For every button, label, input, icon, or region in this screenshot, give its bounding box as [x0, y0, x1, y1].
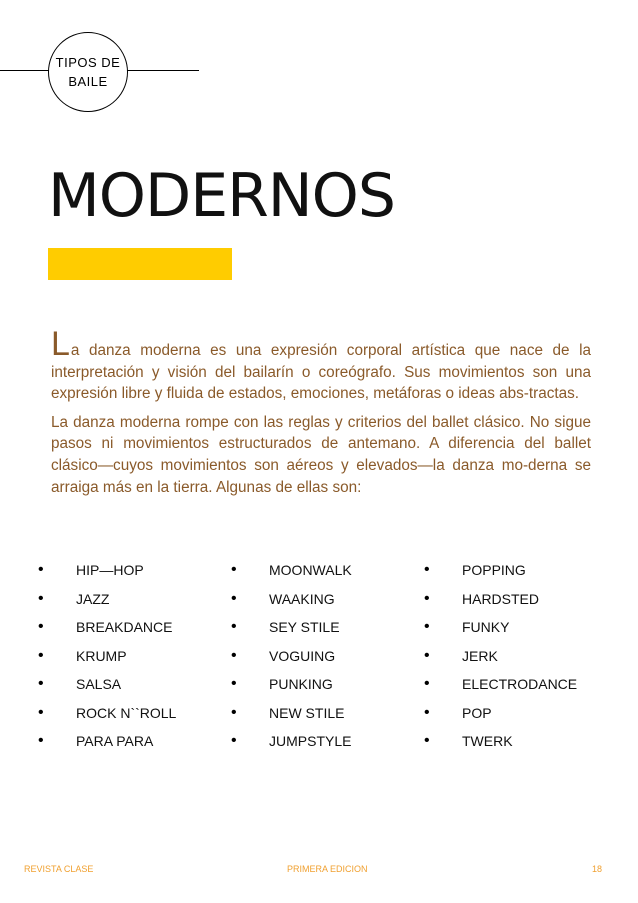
intro-paragraph-1 [51, 325, 591, 405]
dance-list-item [231, 585, 352, 614]
bullet-icon: • [38, 589, 44, 607]
dance-name: WAAKING [269, 590, 335, 607]
dance-list-item [424, 727, 577, 756]
bullet-icon: • [38, 703, 44, 721]
dance-name: ELECTRODANCE [462, 676, 578, 692]
page-title: MODERNOS [48, 161, 395, 231]
dance-list-item [38, 613, 176, 642]
dance-name: BREAKDANCE [76, 619, 173, 635]
bullet-icon: • [231, 732, 237, 749]
dance-list-column-2 [231, 556, 352, 756]
section-badge [48, 32, 128, 112]
dance-name: VOGUING [269, 647, 336, 664]
dance-name: NEW STILE [269, 704, 345, 721]
footer-page-number: 18 [591, 864, 602, 874]
bullet-icon: • [231, 618, 237, 635]
dance-list-column-1 [38, 556, 176, 756]
dance-name: FUNKY [462, 619, 510, 635]
dance-list-item [231, 556, 352, 585]
dance-name: JUMPSTYLE [269, 733, 352, 749]
footer-edition: PRIMERA EDICION [287, 864, 368, 874]
dance-name: PARA PARA [76, 733, 154, 749]
dance-list-item [231, 642, 352, 671]
bullet-icon: • [424, 646, 430, 664]
dance-list-item [231, 613, 352, 642]
dance-list-item [38, 699, 176, 728]
dance-name: POPPING [462, 562, 526, 578]
bullet-icon: • [231, 561, 237, 578]
intro-paragraph-1-text: a danza moderna es una expresión corporal artística que nace de la interpretación y visión del bailarín o coreógrafo. Sus movimientos son una expresión libre y fluida de estados, emociones, metáforas o ideas abs-tractas. [51, 342, 591, 403]
footer-magazine-name: REVISTA CLASE [24, 864, 94, 874]
dance-list-item [424, 556, 577, 585]
dance-name: KRUMP [76, 647, 127, 664]
bullet-icon: • [231, 703, 237, 721]
bullet-icon: • [38, 618, 44, 635]
intro-text [51, 325, 591, 505]
dance-list-column-3 [424, 556, 577, 756]
dance-name: HARDSTED [462, 590, 540, 607]
bullet-icon: • [38, 646, 44, 664]
dance-list-item [38, 727, 176, 756]
dance-name: JERK [462, 647, 498, 664]
bullet-icon: • [424, 589, 430, 607]
dance-name: PUNKING [269, 676, 333, 692]
section-badge-line1: TIPOS DE [55, 55, 121, 70]
bullet-icon: • [38, 675, 44, 692]
bullet-icon: • [424, 561, 430, 578]
dance-name: SALSA [76, 676, 122, 692]
drop-cap: L [51, 325, 70, 363]
bullet-icon: • [424, 703, 430, 721]
bullet-icon: • [38, 732, 44, 749]
dance-list-item [424, 670, 577, 699]
dance-list-item [231, 670, 352, 699]
bullet-icon: • [231, 646, 237, 664]
bullet-icon: • [424, 732, 430, 749]
dance-name: TWERK [462, 733, 513, 749]
dance-list-item [38, 585, 176, 614]
title-accent-bar [48, 248, 232, 280]
dance-name: JAZZ [76, 590, 110, 607]
dance-list-item [38, 556, 176, 585]
bullet-icon: • [231, 589, 237, 607]
dance-name: ROCK N``ROLL [76, 704, 177, 721]
intro-paragraph-2: La danza moderna rompe con las reglas y criterios del ballet clásico. No sigue pasos ni movimientos estructurados de antemano. A diferencia del ballet clásico—cuyos movimientos son aéreos y elevados—la danza mo-derna se arraiga más en la tierra. Algunas de ellas son: [51, 413, 591, 496]
dance-list-item [231, 699, 352, 728]
section-badge-line2: BAILE [68, 74, 108, 89]
dance-list-item [424, 613, 577, 642]
dance-name: MOONWALK [269, 562, 352, 578]
dance-name: HIP—HOP [76, 562, 144, 578]
dance-list-item [38, 642, 176, 671]
dance-list-item [424, 642, 577, 671]
dance-name: POP [462, 704, 492, 721]
bullet-icon: • [424, 675, 430, 692]
dance-list-item [231, 727, 352, 756]
dance-name: SEY STILE [269, 619, 340, 635]
bullet-icon: • [424, 618, 430, 635]
dance-list-item [38, 670, 176, 699]
dance-list-item [424, 699, 577, 728]
dance-list-item [424, 585, 577, 614]
bullet-icon: • [231, 675, 237, 692]
bullet-icon: • [38, 561, 44, 578]
